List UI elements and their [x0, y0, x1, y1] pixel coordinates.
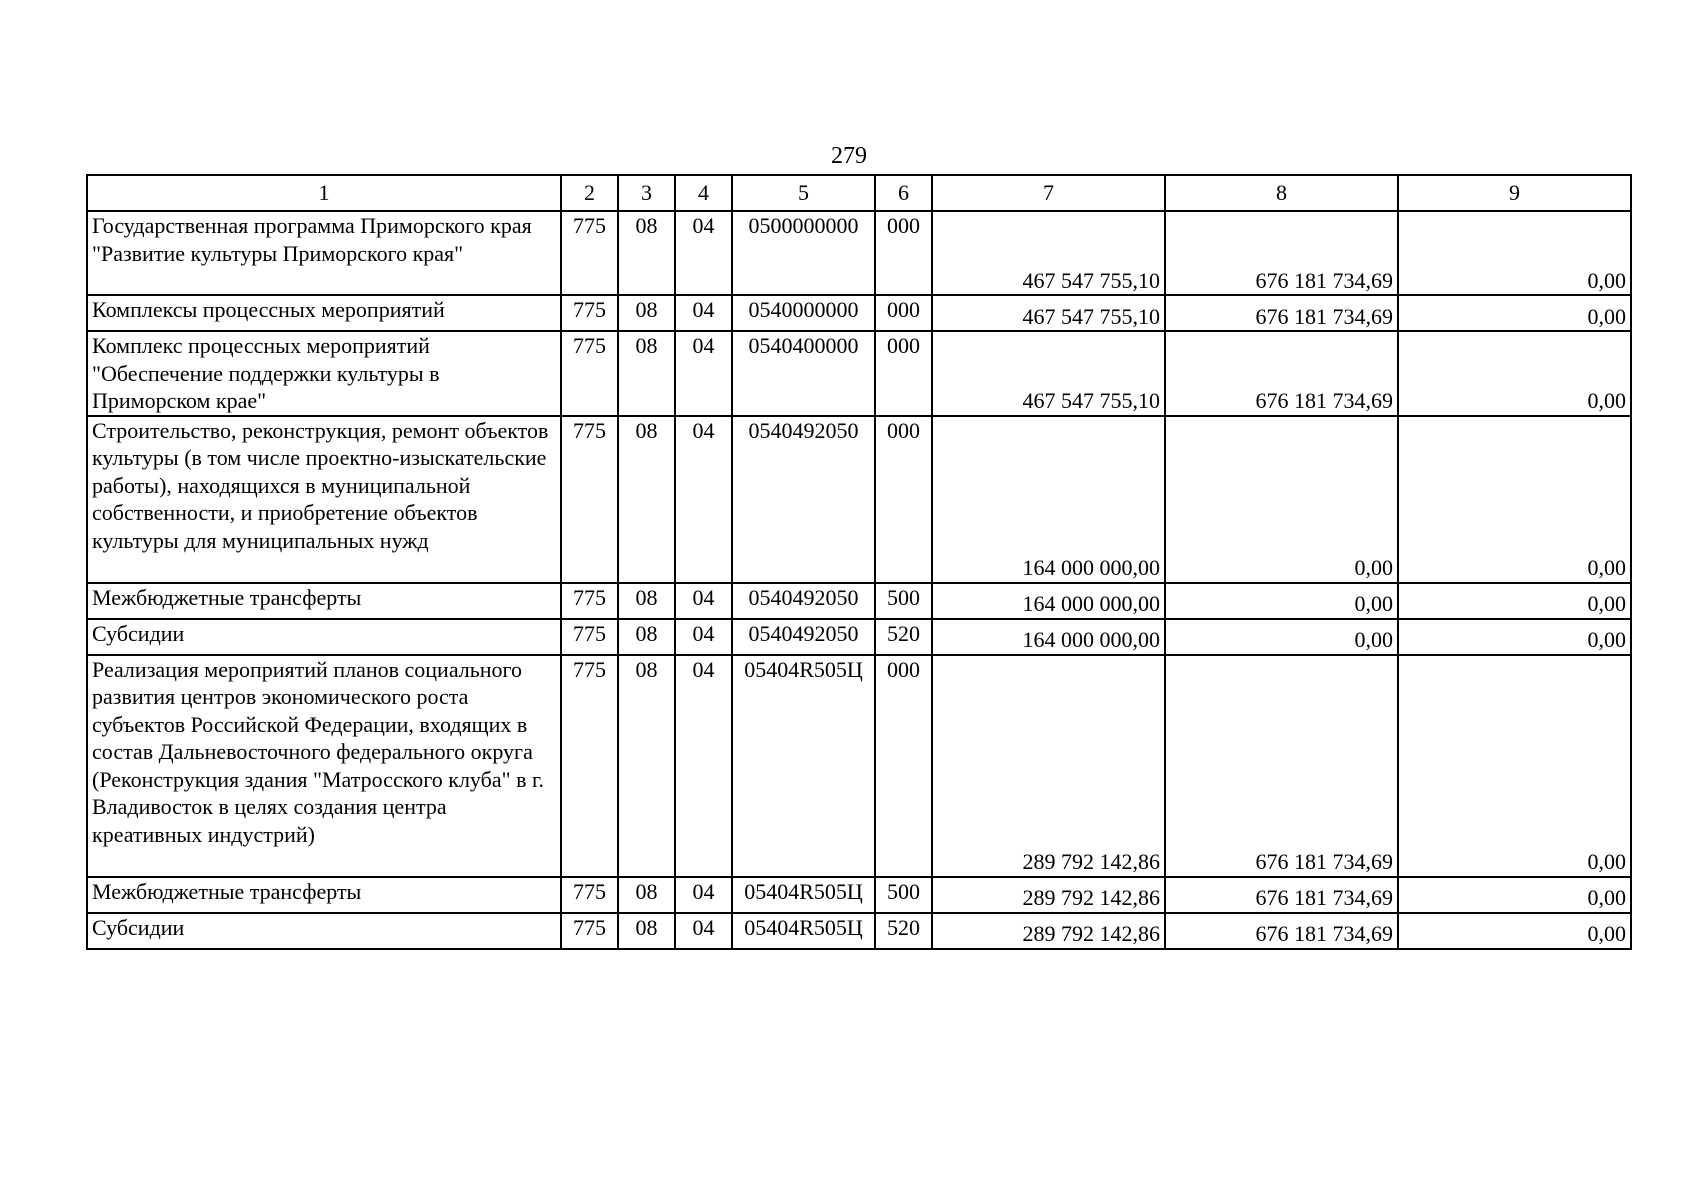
target-article-code: 0540492050 [732, 416, 875, 583]
column-header: 9 [1398, 175, 1631, 211]
column-header: 1 [87, 175, 561, 211]
target-article-code: 0540000000 [732, 295, 875, 331]
admin-code: 775 [561, 583, 618, 619]
amount-col-8: 676 181 734,69 [1165, 877, 1398, 913]
subsection-code: 04 [675, 295, 732, 331]
subsection-code: 04 [675, 331, 732, 416]
target-article-code: 05404R505Ц [732, 877, 875, 913]
section-code: 08 [618, 877, 675, 913]
amount-col-8: 0,00 [1165, 416, 1398, 583]
amount-col-9: 0,00 [1398, 416, 1631, 583]
amount-col-8: 676 181 734,69 [1165, 331, 1398, 416]
subsection-code: 04 [675, 619, 732, 655]
section-code: 08 [618, 583, 675, 619]
admin-code: 775 [561, 619, 618, 655]
section-code: 08 [618, 331, 675, 416]
admin-code: 775 [561, 877, 618, 913]
admin-code: 775 [561, 655, 618, 877]
table-row [87, 416, 1631, 583]
section-code: 08 [618, 416, 675, 583]
amount-col-8: 676 181 734,69 [1165, 913, 1398, 949]
amount-col-7: 467 547 755,10 [932, 211, 1165, 295]
amount-col-7: 164 000 000,00 [932, 583, 1165, 619]
target-article-code: 0540400000 [732, 331, 875, 416]
table-row [87, 583, 1631, 619]
target-article-code: 05404R505Ц [732, 655, 875, 877]
admin-code: 775 [561, 416, 618, 583]
admin-code: 775 [561, 913, 618, 949]
amount-col-8: 676 181 734,69 [1165, 655, 1398, 877]
row-name: Межбюджетные трансферты [87, 583, 561, 619]
table-row [87, 655, 1631, 877]
amount-col-8: 676 181 734,69 [1165, 295, 1398, 331]
amount-col-8: 676 181 734,69 [1165, 211, 1398, 295]
amount-col-9: 0,00 [1398, 619, 1631, 655]
table-row [87, 619, 1631, 655]
amount-col-7: 289 792 142,86 [932, 913, 1165, 949]
target-article-code: 0540492050 [732, 619, 875, 655]
column-header: 4 [675, 175, 732, 211]
subsection-code: 04 [675, 913, 732, 949]
amount-col-9: 0,00 [1398, 913, 1631, 949]
table-row [87, 211, 1631, 295]
row-name: Государственная программа Приморского края "Развитие культуры Приморского края" [87, 211, 561, 295]
target-article-code: 05404R505Ц [732, 913, 875, 949]
expense-type-code: 520 [875, 913, 932, 949]
amount-col-7: 467 547 755,10 [932, 331, 1165, 416]
target-article-code: 0540492050 [732, 583, 875, 619]
amount-col-9: 0,00 [1398, 655, 1631, 877]
column-header: 8 [1165, 175, 1398, 211]
subsection-code: 04 [675, 416, 732, 583]
row-name: Субсидии [87, 913, 561, 949]
row-name: Субсидии [87, 619, 561, 655]
row-name: Строительство, реконструкция, ремонт объектов культуры (в том числе проектно-изыскательские работы), находящихся в муниципальной собственности, и приобретение объектов культуры для муниципальных нужд [87, 416, 561, 583]
table-row [87, 331, 1631, 416]
admin-code: 775 [561, 211, 618, 295]
admin-code: 775 [561, 295, 618, 331]
target-article-code: 0500000000 [732, 211, 875, 295]
amount-col-8: 0,00 [1165, 619, 1398, 655]
subsection-code: 04 [675, 583, 732, 619]
row-name: Межбюджетные трансферты [87, 877, 561, 913]
section-code: 08 [618, 655, 675, 877]
amount-col-9: 0,00 [1398, 211, 1631, 295]
row-name: Комплексы процессных мероприятий [87, 295, 561, 331]
amount-col-9: 0,00 [1398, 877, 1631, 913]
column-header: 6 [875, 175, 932, 211]
expense-type-code: 000 [875, 295, 932, 331]
amount-col-7: 467 547 755,10 [932, 295, 1165, 331]
amount-col-7: 289 792 142,86 [932, 877, 1165, 913]
row-name: Комплекс процессных мероприятий "Обеспечение поддержки культуры в Приморском крае" [87, 331, 561, 416]
column-header: 3 [618, 175, 675, 211]
table-row [87, 877, 1631, 913]
row-name: Реализация мероприятий планов социального развития центров экономического роста субъектов Российской Федерации, входящих в состав Дальневосточного федерального округа (Реконструкция здания "Матросского клуба" в г. Владивосток в целях создания центра креативных индустрий) [87, 655, 561, 877]
expense-type-code: 500 [875, 583, 932, 619]
expense-type-code: 000 [875, 211, 932, 295]
admin-code: 775 [561, 331, 618, 416]
table-header-row [87, 175, 1631, 211]
subsection-code: 04 [675, 877, 732, 913]
expense-type-code: 000 [875, 655, 932, 877]
page-number: 279 [831, 143, 867, 169]
expense-type-code: 520 [875, 619, 932, 655]
amount-col-7: 289 792 142,86 [932, 655, 1165, 877]
section-code: 08 [618, 211, 675, 295]
column-header: 2 [561, 175, 618, 211]
expense-type-code: 000 [875, 416, 932, 583]
amount-col-9: 0,00 [1398, 583, 1631, 619]
amount-col-7: 164 000 000,00 [932, 619, 1165, 655]
expense-type-code: 500 [875, 877, 932, 913]
subsection-code: 04 [675, 655, 732, 877]
table-row [87, 295, 1631, 331]
amount-col-8: 0,00 [1165, 583, 1398, 619]
budget-table [86, 174, 1632, 950]
table-row [87, 913, 1631, 949]
section-code: 08 [618, 913, 675, 949]
column-header: 7 [932, 175, 1165, 211]
section-code: 08 [618, 295, 675, 331]
section-code: 08 [618, 619, 675, 655]
expense-type-code: 000 [875, 331, 932, 416]
amount-col-7: 164 000 000,00 [932, 416, 1165, 583]
amount-col-9: 0,00 [1398, 331, 1631, 416]
column-header: 5 [732, 175, 875, 211]
amount-col-9: 0,00 [1398, 295, 1631, 331]
subsection-code: 04 [675, 211, 732, 295]
